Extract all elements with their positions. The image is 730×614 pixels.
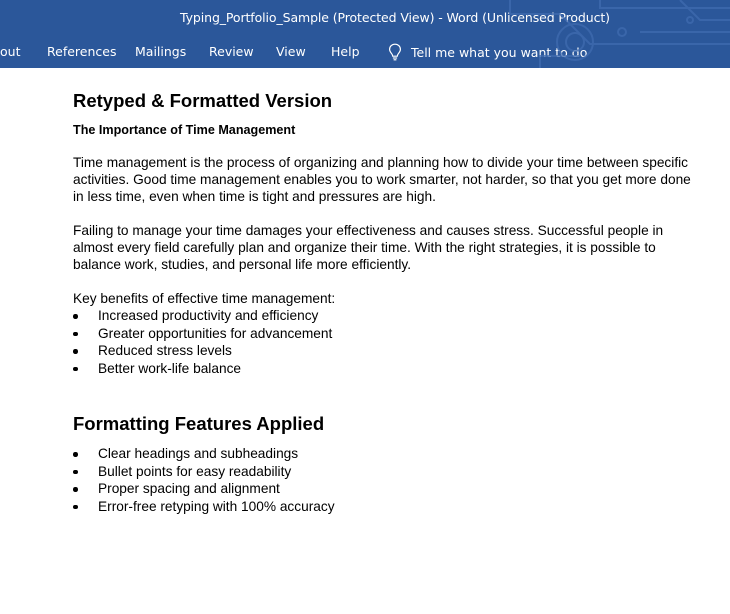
title-bar <box>0 0 730 36</box>
document-subtitle: The Importance of Time Management <box>73 123 296 137</box>
tab-references[interactable]: References <box>47 44 117 59</box>
bullet-icon <box>73 505 78 510</box>
tab-mailings[interactable]: Mailings <box>135 44 187 59</box>
list-item: Increased productivity and efficiency <box>73 307 703 325</box>
bullet-icon <box>73 487 78 492</box>
window-title: Typing_Portfolio_Sample (Protected View) - Word (Unlicensed Product) <box>180 10 610 25</box>
benefits-intro: Key benefits of effective time management: <box>73 291 336 306</box>
list-item: Better work-life balance <box>73 360 703 378</box>
document-page <box>0 68 730 614</box>
list-item: Reduced stress levels <box>73 342 703 360</box>
tab-layout[interactable]: out <box>0 44 21 59</box>
list-item: Bullet points for easy readability <box>73 463 703 481</box>
list-item: Greater opportunities for advancement <box>73 325 703 343</box>
tell-me-label: Tell me what you want to do <box>411 44 588 60</box>
ribbon-tabs <box>0 36 730 68</box>
document-title: Retyped & Formatted Version <box>73 90 333 111</box>
benefits-list <box>73 307 703 377</box>
lightbulb-icon <box>388 43 402 61</box>
bullet-icon <box>73 452 78 457</box>
tab-view[interactable]: View <box>276 44 306 59</box>
bullet-icon <box>73 314 78 319</box>
bullet-icon <box>73 332 78 337</box>
bullet-icon <box>73 470 78 475</box>
document-body <box>73 90 703 515</box>
paragraph-2: Failing to manage your time damages your effectiveness and causes stress. Successful people in almost every field carefully plan and organize their time. With the right strategies, it is possible to balance work, studies, and personal life more efficiently. <box>73 223 664 272</box>
list-item: Error-free retyping with 100% accuracy <box>73 498 703 516</box>
list-item: Clear headings and subheadings <box>73 445 703 463</box>
tell-me-search[interactable] <box>388 42 587 62</box>
bullet-icon <box>73 349 78 354</box>
tab-help[interactable]: Help <box>331 44 360 59</box>
features-heading: Formatting Features Applied <box>73 413 325 434</box>
paragraph-1: Time management is the process of organizing and planning how to divide your time between specific activities. Good time management enables you to work smarter, not harder, so that you get more done in less time, even when time is tight and pressures are high. <box>73 155 691 204</box>
features-list <box>73 445 703 515</box>
list-item: Proper spacing and alignment <box>73 480 703 498</box>
bullet-icon <box>73 367 78 372</box>
tab-review[interactable]: Review <box>209 44 254 59</box>
